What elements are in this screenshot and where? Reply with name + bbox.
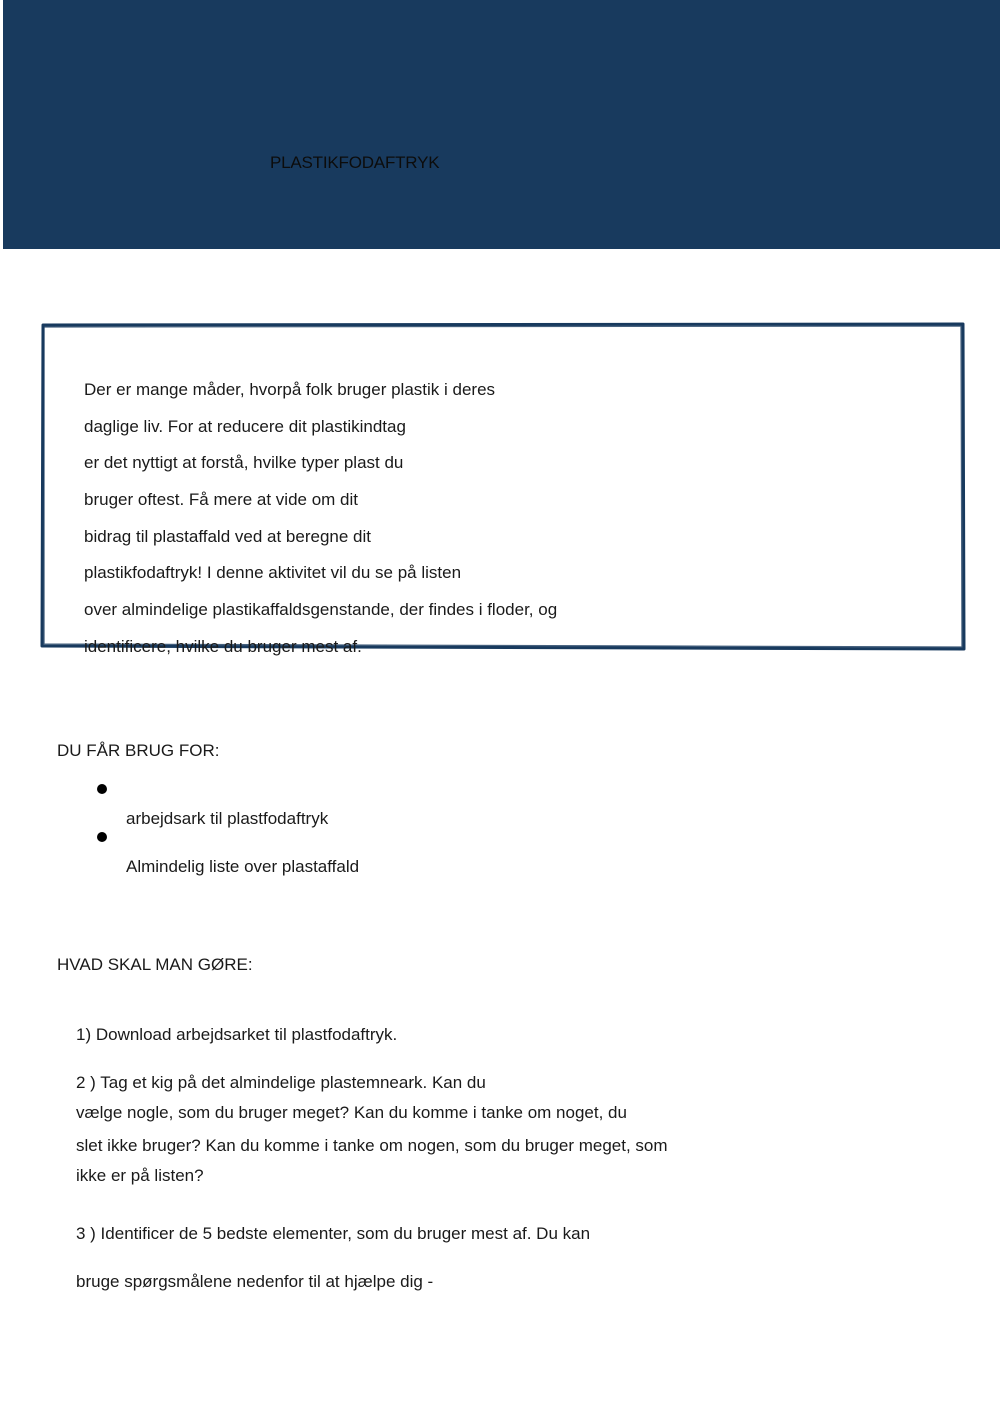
step-line: vælge nogle, som du bruger meget? Kan du komme i tanke om noget, du (76, 1103, 627, 1122)
intro-line: er det nyttigt at forstå, hvilke typer plast du (84, 453, 404, 473)
intro-line: identificere, hvilke du bruger mest af. (84, 636, 362, 656)
bullet-icon (97, 784, 107, 794)
step-line: bruge spørgsmålene nedenfor til at hjælpe dig - (76, 1272, 434, 1291)
step-line: 3 ) Identificer de 5 bedste elementer, som du bruger mest af. Du kan (76, 1224, 591, 1243)
step-line: ikke er på listen? (76, 1166, 204, 1185)
steps-heading: HVAD SKAL MAN GØRE: (57, 955, 253, 974)
materials-item: Almindelig liste over plastaffald (126, 857, 360, 876)
intro-paragraph (84, 376, 704, 670)
step-line: 1) Download arbejdsarket til plastfodaftryk. (76, 1025, 398, 1044)
intro-line: over almindelige plastikaffaldsgenstande, der findes i floder, og (84, 600, 558, 620)
page-title: PLASTIKFODAFTRYK (270, 153, 440, 172)
step-line: 2 ) Tag et kig på det almindelige plastemneark. Kan du (76, 1073, 486, 1092)
intro-line: daglige liv. For at reducere dit plastikindtag (84, 416, 406, 436)
intro-line: plastikfodaftryk! I denne aktivitet vil du se på listen (84, 563, 462, 583)
header-band (3, 0, 1000, 249)
step-line: slet ikke bruger? Kan du komme i tanke om nogen, som du bruger meget, som (76, 1136, 668, 1155)
materials-item: arbejdsark til plastfodaftryk (126, 809, 329, 828)
intro-line: Der er mange måder, hvorpå folk bruger plastik i deres (84, 380, 496, 399)
bullet-icon (97, 832, 107, 842)
intro-line: bidrag til plastaffald ved at beregne dit (84, 526, 371, 546)
materials-heading: DU FÅR BRUG FOR: (57, 741, 220, 760)
intro-line: bruger oftest. Få mere at vide om dit (84, 490, 359, 510)
